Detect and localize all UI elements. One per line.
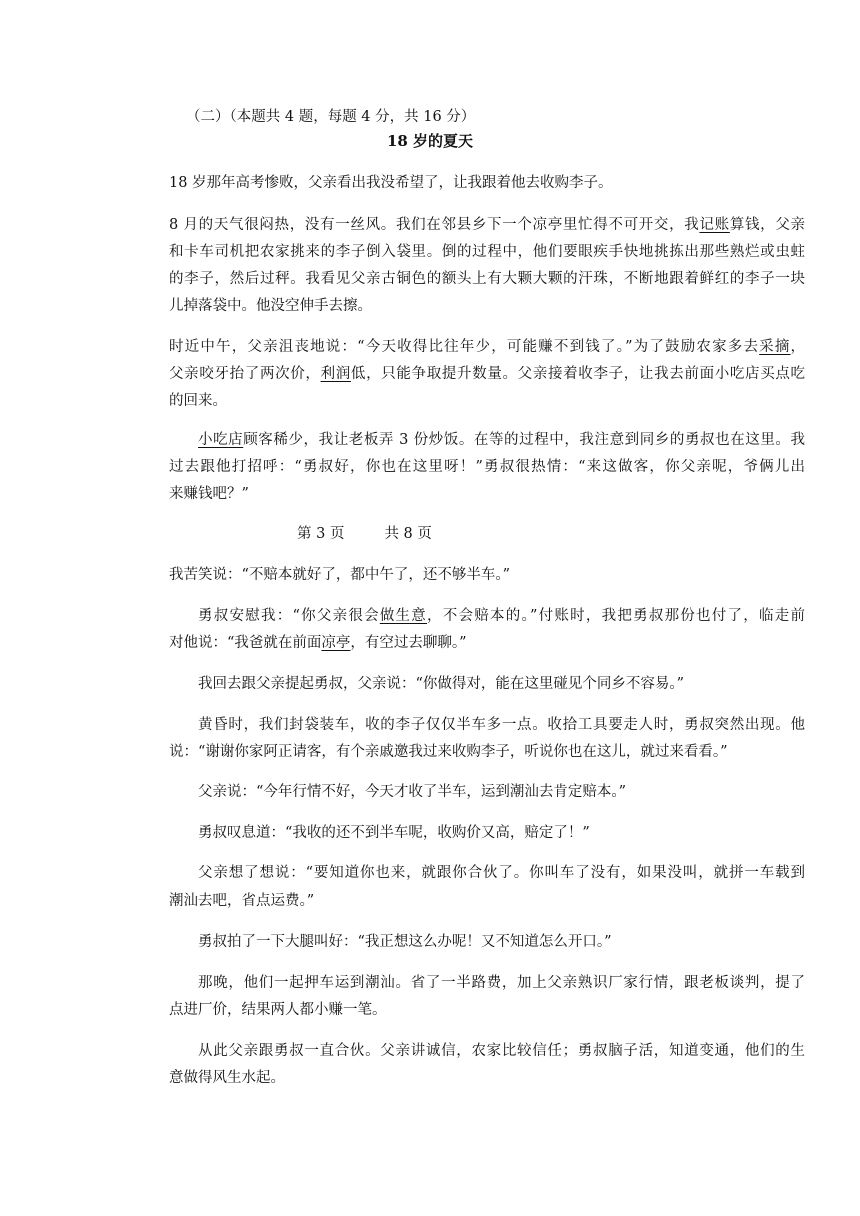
- page-total: 共 8 页: [384, 526, 432, 542]
- paragraph-4-line-2: 过去跟他打招呼：“勇叔好，你也在这里呀！”勇叔很热情：“来这做客，你父亲呢，爷俩儿出: [169, 459, 805, 475]
- section-header: （二）（本题共 4 题，每题 4 分，共 16 分）: [186, 109, 476, 125]
- paragraph-5: 我苦笑说：“不赔本就好了，都中午了，还不够半车。”: [169, 567, 511, 583]
- paragraph-14-line-1: 从此父亲跟勇叔一直合伙。父亲讲诚信，农家比较信任；勇叔脑子活，知道变通，他们的生: [198, 1043, 805, 1059]
- paragraph-3-line-2: 父亲咬牙抬了两次价，利润低，只能争取提升数量。父亲接着收李子，让我去前面小吃店买点吃: [169, 366, 806, 382]
- underlined-word: 做生意: [379, 608, 428, 624]
- paragraph-11-line-1: 父亲想了想说：“要知道你也来，就跟你合伙了。你叫车了没有，如果没叫，就拼一车载到: [198, 865, 805, 881]
- paragraph-2-line-2: 和卡车司机把农家挑来的李子倒入袋里。倒的过程中，他们要眼疾手快地挑拣出那些熟烂或虫蛀: [169, 244, 805, 260]
- underlined-word: 凉亭: [321, 635, 351, 651]
- paragraph-1: 18 岁那年高考惨败，父亲看出我没希望了，让我跟着他去收购李子。: [169, 175, 613, 191]
- paragraph-2-line-4: 儿掉落袋中。他没空伸手去擦。: [169, 298, 372, 314]
- underlined-word: 采摘: [759, 339, 791, 355]
- story-title: 18 岁的夏天: [386, 132, 474, 150]
- paragraph-9: 父亲说：“今年行情不好，今天才收了半车，运到潮汕去肯定赔本。”: [198, 784, 627, 800]
- paragraph-14-line-2: 意做得风生水起。: [169, 1070, 285, 1086]
- paragraph-4-line-3: 来赚钱吧？”: [169, 486, 249, 502]
- paragraph-7: 我回去跟父亲提起勇叔，父亲说：“你做得对，能在这里碰见个同乡不容易。”: [198, 676, 685, 692]
- paragraph-2-line-1: 8 月的天气很闷热，没有一丝风。我们在邻县乡下一个凉亭里忙得不可开交，我记账算钱，父亲: [169, 217, 806, 233]
- paragraph-6-line-1: 勇叔安慰我：“你父亲很会做生意，不会赔本的。”付账时，我把勇叔那份也付了，临走前: [198, 608, 805, 624]
- paragraph-4-line-1: 小吃店顾客稀少，我让老板弄 3 份炒饭。在等的过程中，我注意到同乡的勇叔也在这里。我: [198, 432, 805, 448]
- paragraph-13-line-2: 点进厂价，结果两人都小赚一笔。: [169, 1002, 387, 1018]
- underlined-word: 利润: [320, 366, 351, 382]
- paragraph-8-line-2: 说：“谢谢你家阿正请客，有个亲戚邀我过来收购李子，听说你也在这儿，就过来看看。”: [169, 744, 728, 760]
- paragraph-2-line-3: 的李子，然后过秤。我看见父亲古铜色的额头上有大颗大颗的汗珠，不断地跟着鲜红的李子一块: [169, 271, 805, 287]
- paragraph-8-line-1: 黄昏时，我们封袋装车，收的李子仅仅半车多一点。收拾工具要走人时，勇叔突然出现。他: [198, 717, 805, 733]
- paragraph-13-line-1: 那晚，他们一起押车运到潮汕。省了一半路费，加上父亲熟识厂家行情，跟老板谈判，提了: [198, 975, 805, 991]
- paragraph-3-line-3: 的回来。: [169, 393, 227, 409]
- page-number: 第 3 页: [297, 526, 345, 542]
- page-footer: [297, 524, 432, 544]
- paragraph-12: 勇叔拍了一下大腿叫好：“我正想这么办呢！又不知道怎么开口。”: [198, 934, 612, 950]
- paragraph-10: 勇叔叹息道：“我收的还不到半车呢，收购价又高，赔定了！”: [198, 825, 590, 841]
- underlined-word: 小吃店: [198, 432, 244, 448]
- paragraph-6-line-2: 对他说：“我爸就在前面凉亭，有空过去聊聊。”: [169, 635, 467, 651]
- underlined-word: 记账: [699, 217, 730, 233]
- paragraph-3-line-1: 时近中午，父亲沮丧地说：“今天收得比往年少，可能赚不到钱了。”为了鼓励农家多去采摘，: [169, 339, 806, 355]
- paragraph-11-line-2: 潮汕去吧，省点运费。”: [169, 893, 315, 909]
